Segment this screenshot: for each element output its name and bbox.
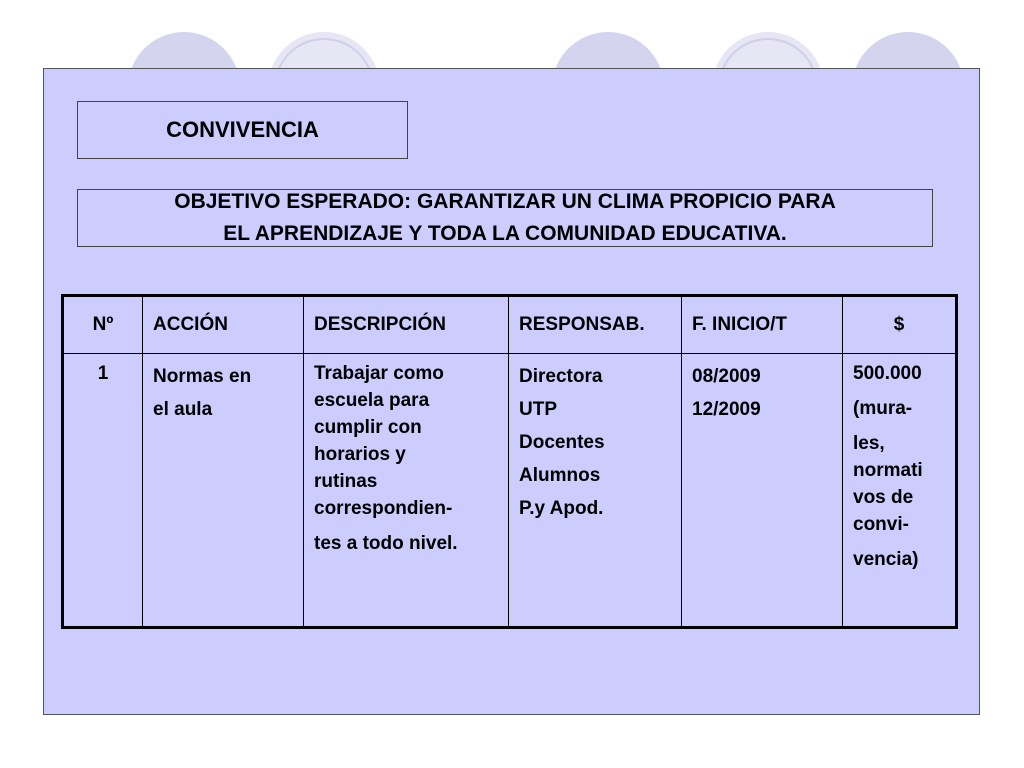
cell-line: el aula — [153, 399, 213, 420]
cell-line: Normas en — [153, 366, 252, 387]
objective-text — [174, 186, 836, 250]
cell-line: normati — [853, 460, 923, 481]
cell-line: (mura- — [853, 398, 913, 419]
cell-line: Docentes — [519, 432, 605, 453]
cell-line: Trabajar como — [314, 363, 444, 384]
cell-line: 12/2009 — [692, 399, 761, 420]
title-box — [77, 101, 408, 159]
objective-line: OBJETIVO ESPERADO: GARANTIZAR UN CLIMA PROPICIO PARA — [174, 190, 836, 213]
cell-line: cumplir con — [314, 417, 422, 438]
header-monto: $ — [843, 296, 957, 354]
slide-title: CONVIVENCIA — [166, 117, 319, 142]
cell-line: horarios y — [314, 444, 406, 465]
cell-line: 08/2009 — [692, 366, 761, 387]
header-accion: ACCIÓN — [143, 296, 304, 354]
header-responsables: RESPONSAB. — [509, 296, 682, 354]
cell-line: Alumnos — [519, 465, 601, 486]
cell-responsables — [509, 354, 682, 628]
cell-monto — [843, 354, 957, 628]
cell-line: convi- — [853, 514, 909, 535]
objective-box — [77, 189, 933, 247]
header-fechas: F. INICIO/T — [682, 296, 843, 354]
cell-line: Directora — [519, 366, 603, 387]
cell-line: 500.000 — [853, 363, 922, 384]
cell-descripcion — [304, 354, 509, 628]
cell-line: les, — [853, 433, 885, 454]
cell-fechas — [682, 354, 843, 628]
action-plan-table — [61, 294, 958, 629]
table-row — [63, 354, 957, 628]
cell-line: rutinas — [314, 471, 378, 492]
cell-line: P.y Apod. — [519, 498, 604, 519]
header-descripcion: DESCRIPCIÓN — [304, 296, 509, 354]
table-header-row — [63, 296, 957, 354]
cell-line: tes a todo nivel. — [314, 533, 458, 554]
objective-line: EL APRENDIZAJE Y TODA LA COMUNIDAD EDUCATIVA. — [223, 222, 787, 245]
cell-numero — [63, 354, 143, 628]
cell-line: vos de — [853, 487, 914, 508]
cell-line: escuela para — [314, 390, 430, 411]
cell-line: UTP — [519, 399, 557, 420]
slide-panel — [43, 68, 980, 715]
cell-line: vencia) — [853, 549, 919, 570]
cell-line: correspondien- — [314, 498, 453, 519]
cell-accion — [143, 354, 304, 628]
header-numero: Nº — [63, 296, 143, 354]
cell-line: 1 — [97, 363, 109, 384]
